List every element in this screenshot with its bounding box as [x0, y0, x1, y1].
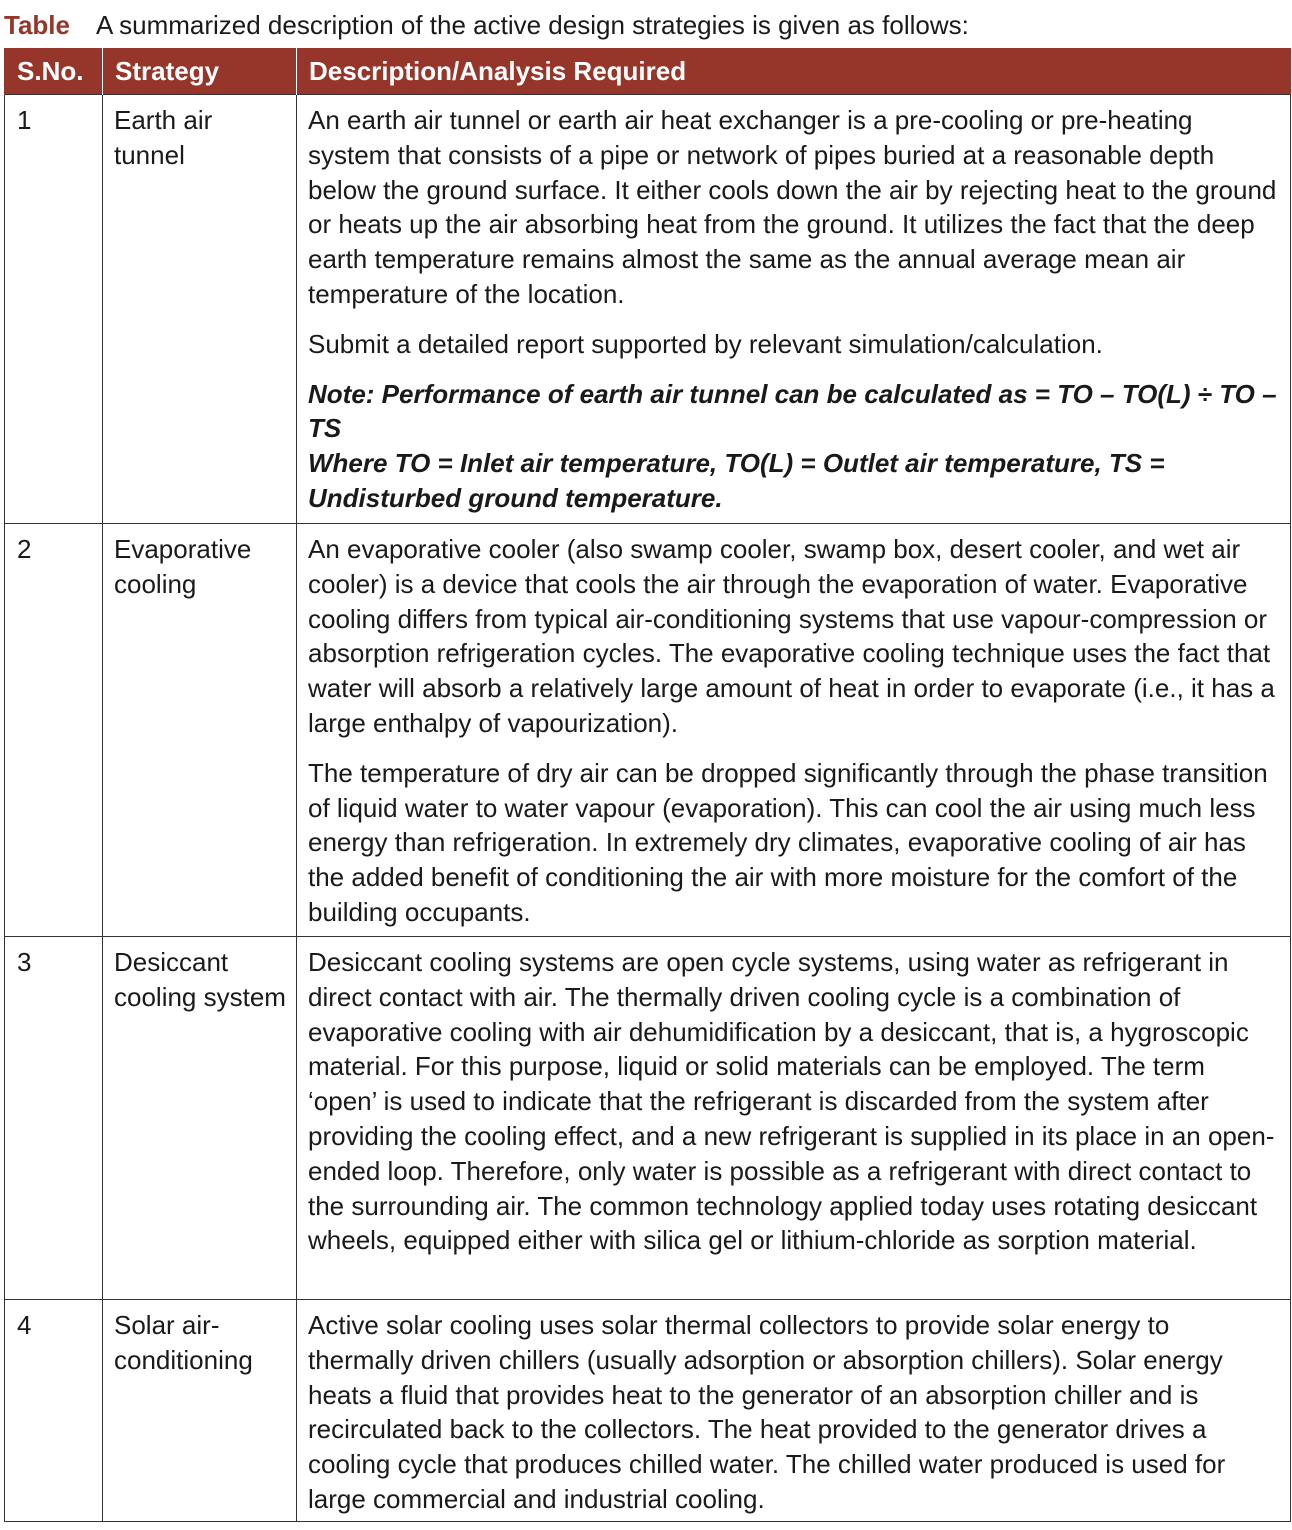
table-header-row	[5, 48, 1291, 95]
strategy-name: Solar air-conditioning	[103, 1300, 297, 1522]
header-strategy: Strategy	[103, 48, 297, 95]
note-definitions: Where TO = Inlet air temperature, TO(L) = Outlet air temperature, TS = Undisturbed ground temperature.	[308, 448, 1165, 513]
row-number: 2	[5, 524, 103, 937]
note-block	[308, 377, 1280, 516]
description-paragraph: Active solar cooling uses solar thermal collectors to provide solar energy to thermally driven chillers (usually adsorption or absorption chillers). Solar energy heats a fluid that provides heat to the generator of an absorption chiller and is recirculated back to the collectors. The heat provided to the generator drives a cooling cycle that produces chilled water. The chilled water produced is used for large commercial and industrial cooling.	[308, 1310, 1226, 1514]
note-formula: Note: Performance of earth air tunnel can be calculated as = TO – TO(L) ÷ TO – TS	[308, 378, 1277, 444]
header-sno: S.No.	[5, 48, 103, 95]
description-cell	[297, 1300, 1291, 1522]
row-number: 1	[5, 95, 103, 524]
strategy-name: Evaporative cooling	[103, 524, 297, 937]
header-description: Description/Analysis Required	[297, 48, 1291, 95]
row-number: 4	[5, 1300, 103, 1522]
strategy-name: Earth air tunnel	[103, 95, 297, 524]
description-paragraph: An earth air tunnel or earth air heat exchanger is a pre-cooling or pre-heating system that consists of a pipe or network of pipes buried at a reasonable depth below the ground surface. It either cools down the air by rejecting heat to the ground or heats up the air absorbing heat from the ground. It utilizes the fact that the deep earth temperature remains almost the same as the annual average mean air temperature of the location.	[308, 105, 1277, 309]
description-cell	[297, 524, 1291, 937]
description-cell	[297, 95, 1291, 524]
caption-text: A summarized description of the active design strategies is given as follows:	[95, 10, 969, 40]
row-number: 3	[5, 937, 103, 1300]
description-paragraph: Desiccant cooling systems are open cycle systems, using water as refrigerant in direct contact with air. The thermally driven cooling cycle is a combination of evaporative cooling with air dehumidification by a desiccant, that is, a hygroscopic material. For this purpose, liquid or solid materials can be employed. The term ‘open’ is used to indicate that the refrigerant is discarded from the system after providing the cooling effect, and a new refrigerant is supplied in its place in an open-ended loop. Therefore, only water is possible as a refrigerant with direct contact to the surrounding air. The common technology applied today uses rotating desiccant wheels, equipped either with silica gel or lithium-chloride as sorption material.	[308, 947, 1275, 1256]
strategy-name: Desiccant cooling system	[103, 937, 297, 1300]
strategies-table	[4, 48, 1291, 1522]
table-caption	[4, 8, 969, 42]
description-paragraph: The temperature of dry air can be dropped significantly through the phase transition of liquid water to water vapour (evaporation). This can cool the air using much less energy than refrigeration. In extremely dry climates, evaporative cooling of air has the added benefit of conditioning the air with more moisture for the comfort of the building occupants.	[308, 757, 1268, 927]
table-row	[5, 95, 1291, 524]
description-paragraph: An evaporative cooler (also swamp cooler, swamp box, desert cooler, and wet air cooler) is a device that cools the air through the evaporation of water. Evaporative cooling differs from typical air-conditioning systems that use vapour-compression or absorption refrigeration cycles. The evaporative cooling technique uses the fact that water will absorb a relatively large amount of heat in order to evaporate (i.e., it has a large enthalpy of vapourization).	[308, 534, 1275, 738]
table-row	[5, 1300, 1291, 1522]
description-cell	[297, 937, 1291, 1300]
caption-label: Table	[4, 10, 70, 40]
table-row	[5, 937, 1291, 1300]
description-paragraph: Submit a detailed report supported by relevant simulation/calculation.	[308, 328, 1103, 359]
table-row	[5, 524, 1291, 937]
